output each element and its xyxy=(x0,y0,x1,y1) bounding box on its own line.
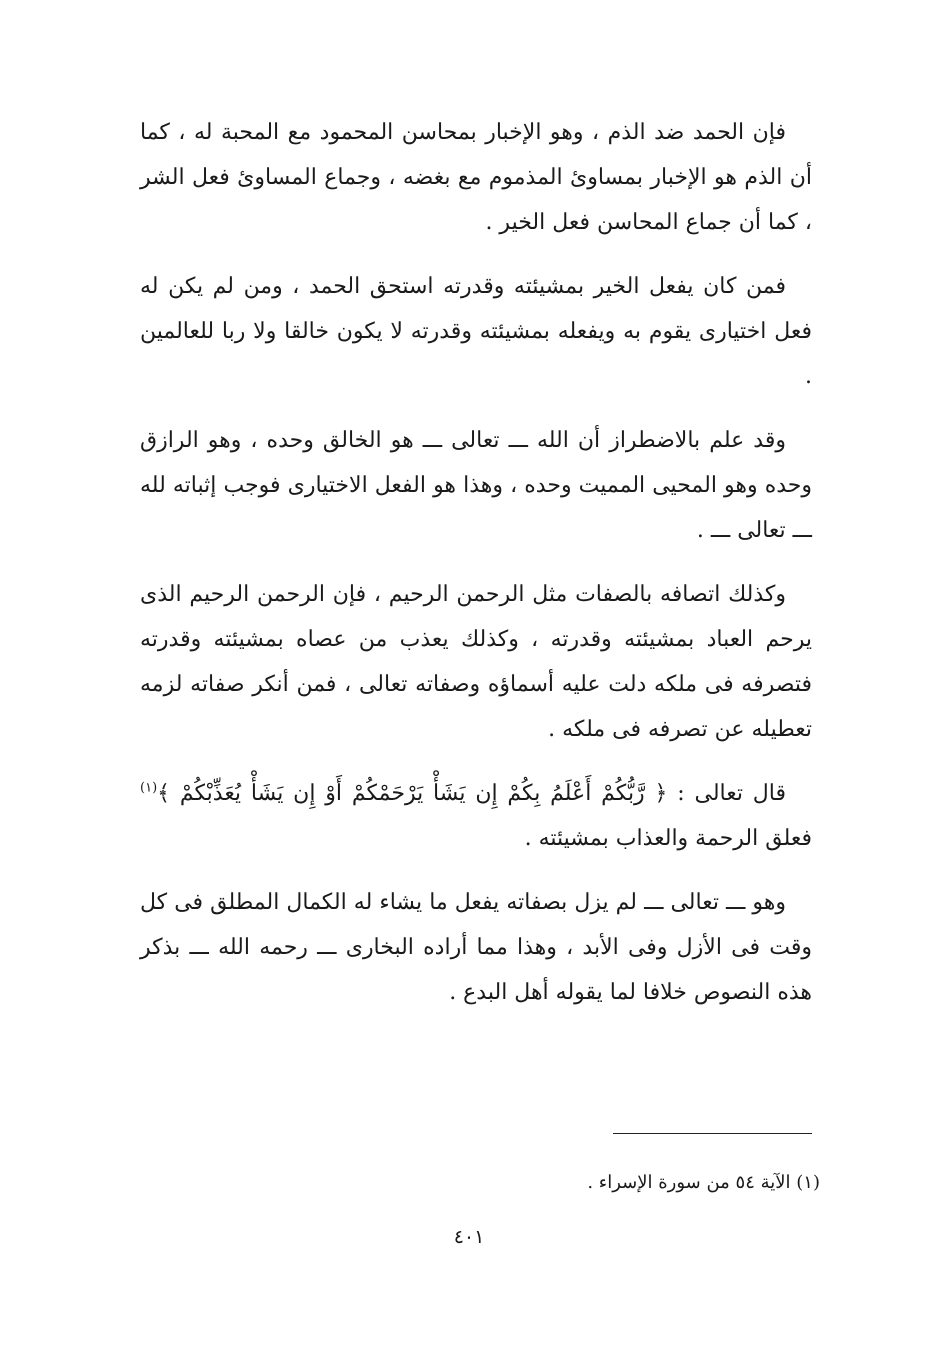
paragraph-voluntary-action: فمن كان يفعل الخير بمشيئته وقدرته استحق الحمد ، ومن لم يكن له فعل اختيارى يقوم به ويفعله بمشيئته وقدرته لا يكون خالقا ولا ربا للعالمين . xyxy=(140,274,812,389)
paragraph-quran-verse xyxy=(140,771,812,861)
footnote-reference-mark: (١) xyxy=(140,780,158,796)
quran-verse-comment: فعلق الرحمة والعذاب بمشيئته . xyxy=(524,826,812,851)
footnote-text: (١) الآية ٥٤ من سورة الإسراء . xyxy=(587,1172,820,1193)
page-number: ٤٠١ xyxy=(453,1226,485,1248)
paragraph-praise-definition: فإن الحمد ضد الذم ، وهو الإخبار بمحاسن المحمود مع المحبة له ، كما أن الذم هو الإخبار بمساوئ المذموم مع بغضه ، وجماع المساوئ فعل الشر ، كما أن جماع المحاسن فعل الخير . xyxy=(140,120,812,235)
quran-verse-text: قال تعالى : ﴿ رَّبُّكُمْ أَعْلَمُ بِكُمْ إِن يَشَأْ يَرْحَمْكُمْ أَوْ إِن يَشَأْ يُعَذِّبْكُمْ ﴾ xyxy=(157,781,786,806)
footnote-separator xyxy=(613,1133,812,1134)
paragraph-attributes: وكذلك اتصافه بالصفات مثل الرحمن الرحيم ، فإن الرحمن الرحيم الذى يرحم العباد بمشيئته وقدرته ، وكذلك يعذب من عصاه بمشيئته وقدرته فتصرفه فى ملكه دلت عليه أسماؤه وصفاته تعالى ، فمن أنكر صفاته لزمه تعطيله عن تصرفه فى ملكه . xyxy=(140,582,812,742)
paragraph-creator-alone: وقد علم بالاضطراز أن الله ـــ تعالى ـــ هو الخالق وحده ، وهو الرازق وحده وهو المحيى المميت وحده ، وهذا هو الفعل الاختيارى فوجب إثباته لله ـــ تعالى ـــ . xyxy=(140,428,812,543)
paragraph-eternal-perfection: وهو ـــ تعالى ـــ لم يزل بصفاته يفعل ما يشاء له الكمال المطلق فى كل وقت فى الأزل وفى الأبد ، وهذا مما أراده البخارى ـــ رحمه الله ـــ بذكر هذه النصوص خلافا لما يقوله أهل البدع . xyxy=(140,890,812,1005)
main-text-block xyxy=(140,110,812,1015)
